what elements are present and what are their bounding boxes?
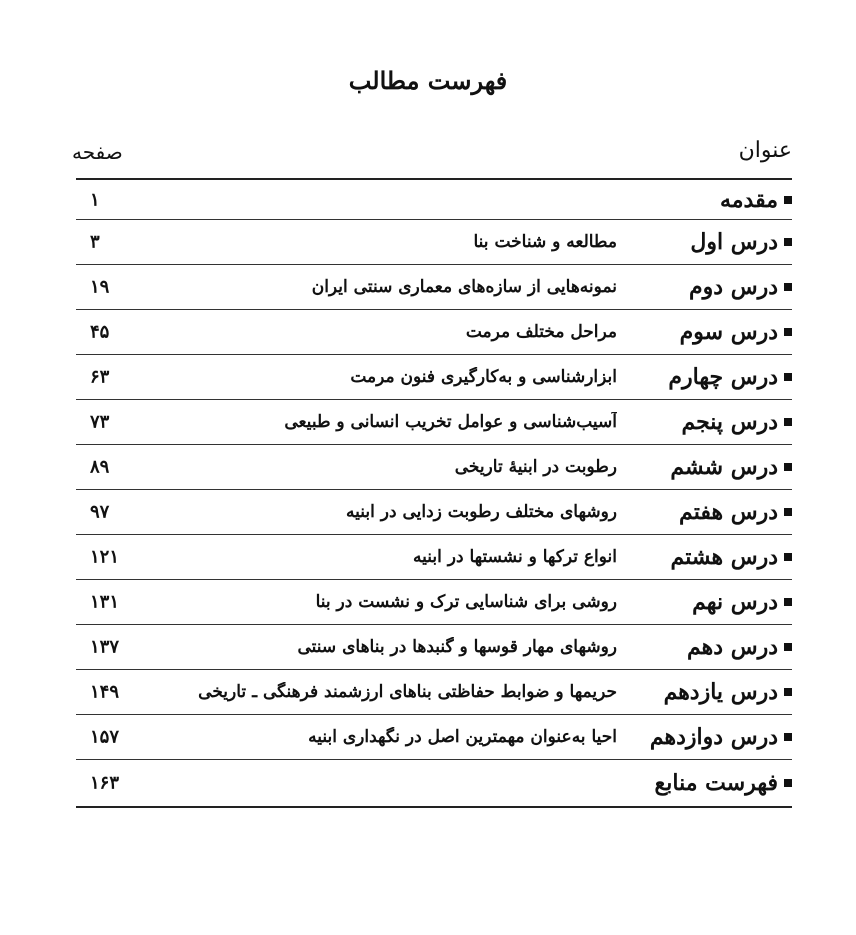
entry-label: درس یازدهم bbox=[617, 679, 792, 705]
toc-row-lesson-3[interactable] bbox=[76, 310, 792, 355]
entry-label: درس سوم bbox=[617, 319, 792, 345]
entry-page-number: ۱۹ bbox=[90, 276, 110, 298]
entry-page-number: ۹۷ bbox=[90, 501, 110, 523]
toc-row-lesson-12[interactable] bbox=[76, 715, 792, 760]
entry-label: درس دهم bbox=[617, 634, 792, 660]
toc-row-lesson-6[interactable] bbox=[76, 445, 792, 490]
toc-row-lesson-11[interactable] bbox=[76, 670, 792, 715]
bullet-icon bbox=[784, 733, 792, 741]
entry-page-number: ۱ bbox=[90, 189, 100, 210]
bullet-icon bbox=[784, 238, 792, 246]
page-column-header: صفحه bbox=[72, 140, 123, 164]
entry-page-number: ۱۳۷ bbox=[90, 636, 120, 658]
toc-row-lesson-10[interactable] bbox=[76, 625, 792, 670]
bullet-icon bbox=[784, 328, 792, 336]
toc-row-lesson-9[interactable] bbox=[76, 580, 792, 625]
bullet-icon bbox=[784, 688, 792, 696]
bullet-icon bbox=[784, 508, 792, 516]
entry-label: درس دوازدهم bbox=[617, 724, 792, 750]
toc-row-lesson-1[interactable] bbox=[76, 220, 792, 265]
entry-page-number: ۱۳۱ bbox=[90, 591, 120, 613]
entry-description: روشی برای شناسایی ترک و نشست در بنا bbox=[315, 592, 617, 612]
bullet-icon bbox=[784, 598, 792, 606]
entry-label: درس هفتم bbox=[617, 499, 792, 525]
entry-label: فهرست منابع bbox=[617, 770, 792, 796]
entry-page-number: ۳ bbox=[90, 231, 100, 253]
entry-label: درس ششم bbox=[617, 454, 792, 480]
bullet-icon bbox=[784, 553, 792, 561]
entry-page-number: ۱۴۹ bbox=[90, 681, 120, 703]
entry-label: درس پنجم bbox=[617, 409, 792, 435]
toc-row-lesson-8[interactable] bbox=[76, 535, 792, 580]
toc-row-lesson-4[interactable] bbox=[76, 355, 792, 400]
toc-row-references[interactable] bbox=[76, 760, 792, 806]
entry-label: درس هشتم bbox=[617, 544, 792, 570]
entry-description: رطوبت در ابنیهٔ تاریخی bbox=[454, 457, 617, 477]
entry-label: مقدمه bbox=[617, 187, 792, 213]
entry-description: مراحل مختلف مرمت bbox=[465, 322, 617, 342]
bullet-icon bbox=[784, 283, 792, 291]
entry-page-number: ۸۹ bbox=[90, 456, 110, 478]
entry-page-number: ۱۵۷ bbox=[90, 726, 120, 748]
entry-description: انواع ترکها و نشستها در ابنیه bbox=[413, 547, 617, 567]
entry-page-number: ۶۳ bbox=[90, 366, 110, 388]
toc-row-lesson-7[interactable] bbox=[76, 490, 792, 535]
entry-label: درس اول bbox=[617, 229, 792, 255]
bullet-icon bbox=[784, 373, 792, 381]
entry-description: نمونه‌هایی از سازه‌های معماری سنتی ایران bbox=[311, 277, 617, 297]
entry-description: حریمها و ضوابط حفاظتی بناهای ارزشمند فرهنگی ـ تاریخی bbox=[198, 682, 617, 702]
toc-row-introduction[interactable] bbox=[76, 180, 792, 220]
bullet-icon bbox=[784, 643, 792, 651]
toc-row-lesson-5[interactable] bbox=[76, 400, 792, 445]
entry-label: درس نهم bbox=[617, 589, 792, 615]
entry-page-number: ۱۶۳ bbox=[90, 772, 120, 794]
toc-row-lesson-2[interactable] bbox=[76, 265, 792, 310]
entry-description: روشهای مختلف رطوبت زدایی در ابنیه bbox=[346, 502, 617, 522]
entry-label: درس چهارم bbox=[617, 364, 792, 390]
entry-description: ابزارشناسی و به‌کارگیری فنون مرمت bbox=[350, 367, 617, 387]
bullet-icon bbox=[784, 418, 792, 426]
entry-page-number: ۱۲۱ bbox=[90, 546, 120, 568]
bullet-icon bbox=[784, 196, 792, 204]
entry-description: مطالعه و شناخت بنا bbox=[473, 232, 617, 252]
entry-page-number: ۷۳ bbox=[90, 411, 110, 433]
title-column-header: عنوان bbox=[738, 138, 792, 163]
table-of-contents bbox=[76, 178, 792, 808]
entry-description: آسیب‌شناسی و عوامل تخریب انسانی و طبیعی bbox=[284, 412, 617, 432]
entry-label: درس دوم bbox=[617, 274, 792, 300]
entry-description: روشهای مهار قوسها و گنبدها در بناهای سنتی bbox=[297, 637, 617, 657]
bullet-icon bbox=[784, 779, 792, 787]
entry-description: احیا به‌عنوان مهمترین اصل در نگهداری ابنیه bbox=[308, 727, 617, 747]
entry-page-number: ۴۵ bbox=[90, 321, 110, 343]
bullet-icon bbox=[784, 463, 792, 471]
page-title: فهرست مطالب bbox=[348, 66, 508, 95]
